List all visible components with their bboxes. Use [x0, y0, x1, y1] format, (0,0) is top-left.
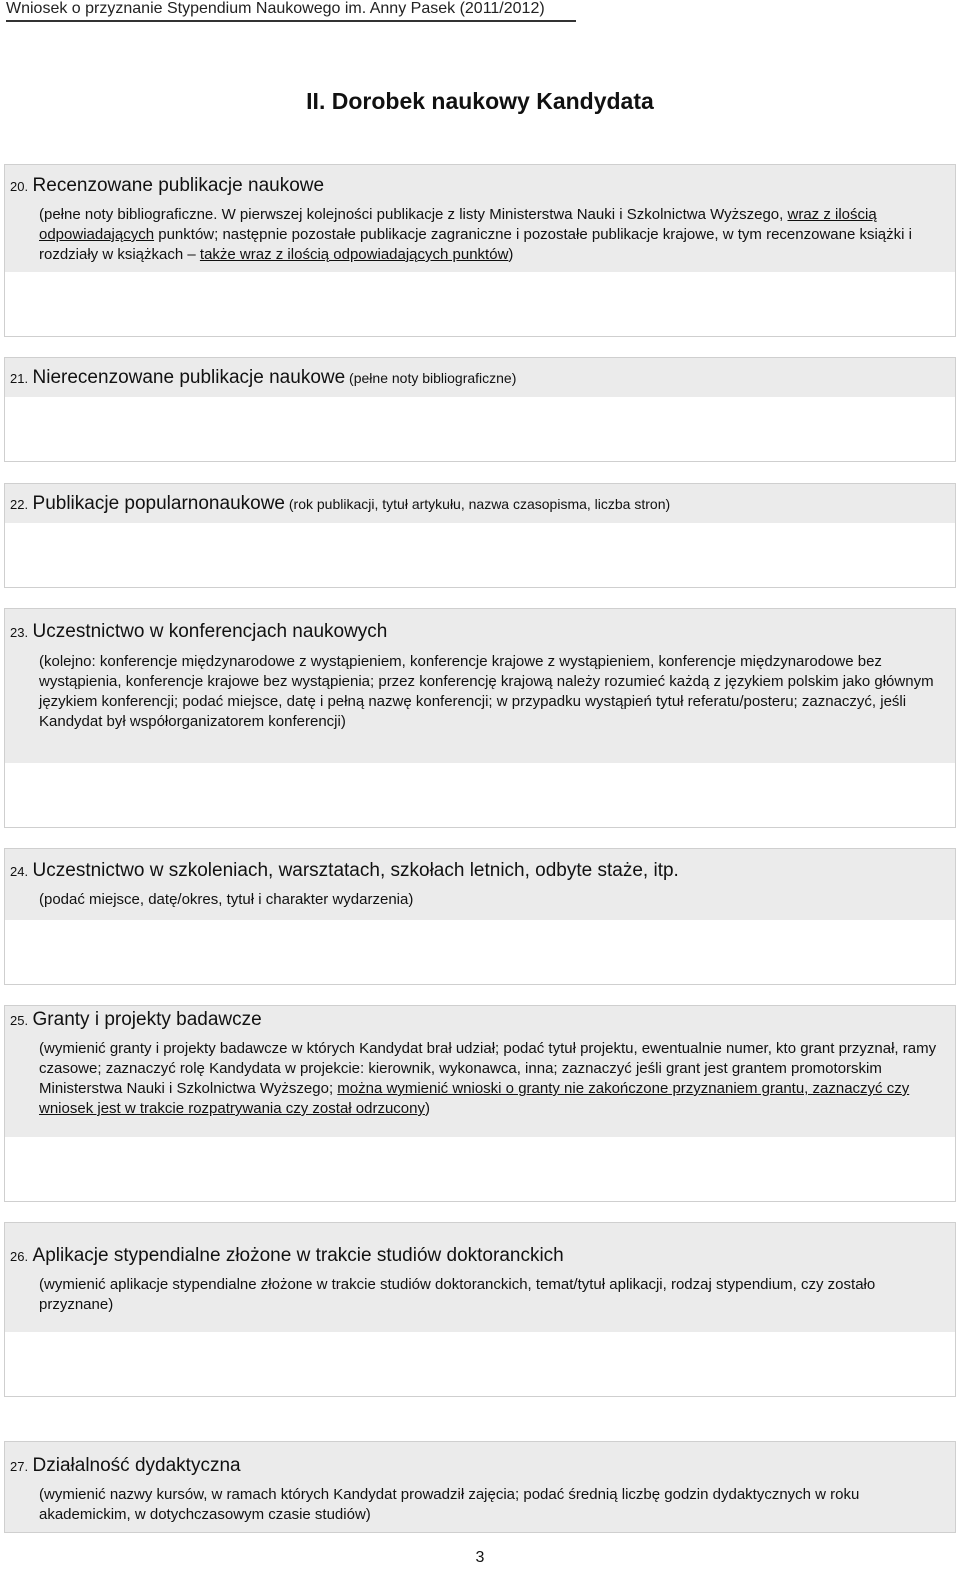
section-26-title-row — [10, 1245, 564, 1267]
section-25-desc-part: (wymienić granty i projekty badawcze w których Kandydat brał udział; podać tytuł projektu, ewentualnie numer, kto grant przyznał, ramy czasowe; zaznaczyć rolę Kandydata w projekcie: kierownik, wykonawca, inna; zaznaczyć jeśli grant jest grantem promotorskim Ministerstwa Nauki i Szkolnictwa Wyższego; — [39, 1040, 937, 1097]
section-21-header — [4, 357, 956, 399]
section-26-answer-field[interactable] — [4, 1332, 956, 1397]
section-25-description — [39, 1039, 945, 1119]
section-21-title-row — [10, 367, 516, 389]
section-20-desc-part: (pełne noty bibliograficzne. — [39, 206, 222, 223]
section-24-description: (podać miejsce, datę/okres, tytuł i charakter wydarzenia) — [39, 891, 414, 908]
section-25-title: Granty i projekty badawcze — [32, 1009, 262, 1030]
document-header: Wniosek o przyznanie Stypendium Naukowego im. Anny Pasek (2011/2012) — [6, 0, 576, 22]
section-20-description — [39, 205, 945, 265]
section-24-title-row — [10, 860, 679, 882]
section-20-title: Recenzowane publikacje naukowe — [32, 175, 325, 196]
section-25-header — [4, 1005, 956, 1139]
section-26-description: (wymienić aplikacje stypendialne złożone w trakcie studiów doktoranckich, temat/tytuł aplikacji, rodzaj stypendium, czy zostało przyznane) — [39, 1276, 876, 1313]
section-20-desc-part: ) — [508, 246, 514, 263]
section-20-number: 20. — [10, 179, 29, 194]
section-21-answer-field[interactable] — [4, 397, 956, 462]
section-23-header — [4, 608, 956, 765]
section-21-number: 21. — [10, 371, 29, 386]
section-20-title-row — [10, 175, 324, 197]
section-26-title: Aplikacje stypendialne złożone w trakcie studiów doktoranckich — [32, 1245, 564, 1266]
section-27-number: 27. — [10, 1459, 29, 1474]
section-25-desc-part: ) — [425, 1100, 430, 1117]
section-26-header — [4, 1222, 956, 1334]
section-22-title-row — [10, 493, 670, 515]
section-27-header — [4, 1441, 956, 1533]
section-24-number: 24. — [10, 864, 29, 879]
section-26-number: 26. — [10, 1249, 29, 1264]
section-21-title: Nierecenzowane publikacje naukowe — [32, 367, 346, 388]
section-20-desc-underlined: wraz z ilością odpowiadających — [39, 206, 877, 243]
section-24-header — [4, 848, 956, 922]
section-22-title: Publikacje popularnonaukowe — [32, 493, 285, 514]
section-27-description: (wymienić nazwy kursów, w ramach których Kandydat prowadził zajęcia; podać średnią liczbę godzin dydaktycznych w roku akademickim, w dotychczasowym czasie studiów) — [39, 1486, 860, 1523]
section-23-description: (kolejno: konferencje międzynarodowe z wystąpieniem, konferencje krajowe z wystąpieniem, konferencje międzynarodowe bez wystąpienia, konferencje krajowe bez wystąpienia; przez konferencję krajową należy rozumieć każdą z językiem polskim jako głównym językiem konferencji; podać miejsce, datę i pełną nazwę konferencji; w przypadku wystąpień tytuł referatu/posteru; zaznaczyć, jeśli Kandydat był współorganizatorem konferencji) — [39, 653, 934, 730]
section-25-answer-field[interactable] — [4, 1137, 956, 1202]
section-21-subtitle: (pełne noty bibliograficzne) — [345, 370, 517, 386]
section-20-answer-field[interactable] — [4, 272, 956, 337]
section-23-title-row — [10, 621, 387, 643]
section-27-title-row — [10, 1455, 241, 1477]
page-number: 3 — [475, 1549, 485, 1566]
section-22-number: 22. — [10, 497, 29, 512]
section-22-answer-field[interactable] — [4, 523, 956, 588]
section-20-desc-underlined: także wraz z ilością odpowiadających punktów — [199, 246, 509, 263]
section-22-header — [4, 483, 956, 525]
section-23-title: Uczestnictwo w konferencjach naukowych — [32, 621, 388, 642]
section-title: II. Dorobek naukowy Kandydata — [306, 88, 654, 114]
section-24-title: Uczestnictwo w szkoleniach, warsztatach, szkołach letnich, odbyte staże, itp. — [32, 860, 679, 881]
section-23-answer-field[interactable] — [4, 763, 956, 828]
section-25-number: 25. — [10, 1013, 29, 1028]
section-27-title: Działalność dydaktyczna — [32, 1455, 241, 1476]
section-25-title-row — [10, 1009, 262, 1031]
section-22-subtitle: (rok publikacji, tytuł artykułu, nazwa czasopisma, liczba stron) — [285, 496, 671, 512]
section-23-number: 23. — [10, 625, 29, 640]
section-25-desc-underlined: można wymienić wnioski o granty nie zakończone przyznaniem grantu, zaznaczyć czy wniosek jest w trakcie rozpatrywania czy został odrzucony — [39, 1080, 910, 1117]
section-20-desc-part: W pierwszej kolejności publikacje z listy Ministerstwa Nauki i Szkolnictwa Wyższego, — [221, 206, 784, 223]
section-20-header — [4, 164, 956, 274]
section-24-answer-field[interactable] — [4, 920, 956, 985]
section-20-desc-part: punktów; następnie pozostałe publikacje zagraniczne i pozostałe publikacje krajowe, w tym recenzowane książki i rozdziały w książkach – — [39, 226, 912, 263]
